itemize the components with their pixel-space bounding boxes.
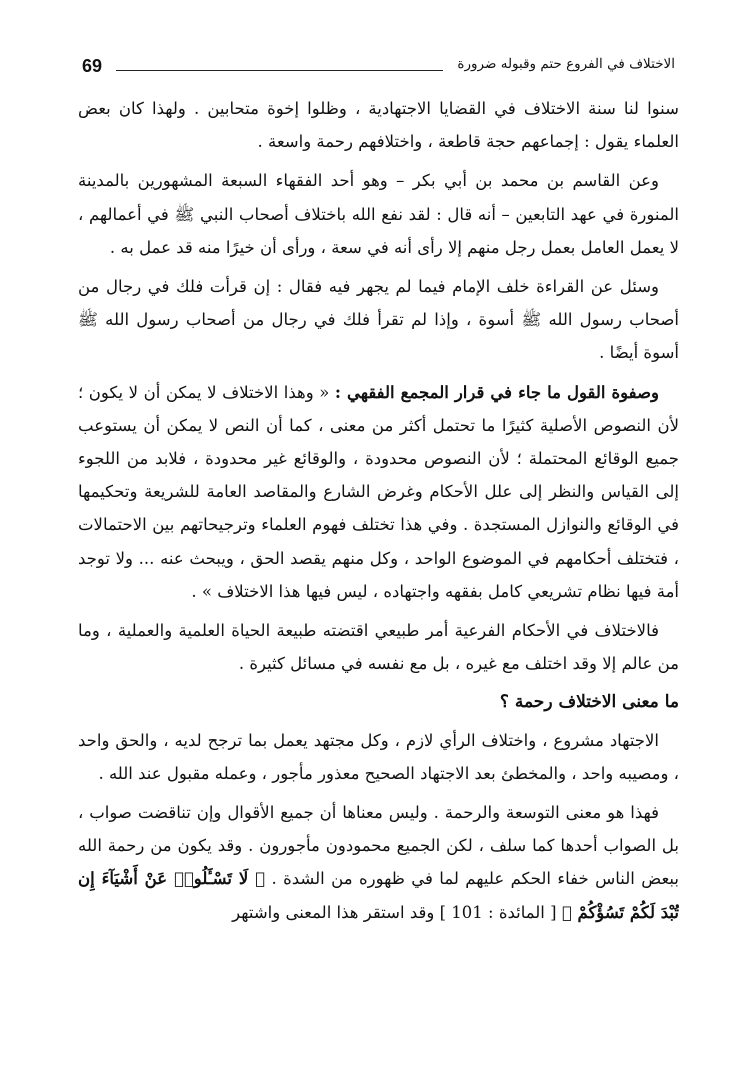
paragraph: فالاختلاف في الأحكام الفرعية أمر طبيعي اقتضته طبيعة الحياة العلمية والعملية ، وما من عالم إلا وقد اختلف مع غيره ، بل مع نفسه في مسائل كثيرة .	[78, 621, 679, 674]
page-header	[82, 54, 675, 84]
paragraph: الاجتهاد مشروع ، واختلاف الرأي لازم ، وكل مجتهد يعمل بما ترجح لديه ، والحق واحد ، ومصيبه واحد ، والمخطئ بعد الاجتهاد الصحيح معذور مأجور ، وعمله مقبول عند الله .	[78, 730, 679, 783]
paragraph	[78, 796, 679, 929]
paragraph: وسئل عن القراءة خلف الإمام فيما لم يجهر فيه فقال : إن قرأت فلك في رجال من أصحاب رسول الله ﷺ أسوة ، وإذا لم تقرأ فلك في رجال من أصحاب رسول الله ﷺ أسوة أيضًا .	[78, 277, 679, 363]
section-heading: ما معنى الاختلاف رحمة ؟	[499, 692, 679, 713]
page-number: 69	[82, 56, 103, 76]
running-title: الاختلاف في الفروع حتم وقبوله ضرورة	[457, 56, 675, 72]
paragraph: وعن القاسم بن محمد بن أبي بكر – وهو أحد الفقهاء السبعة المشهورين بالمدينة المنورة في عهد التابعين – أنه قال : لقد نفع الله باختلاف أصحاب النبي ﷺ في أعمالهم ، لا يعمل العامل بعمل رجل منهم إلا رأى أنه في سعة ، ورأى أن خيرًا منه قد عمل به .	[78, 171, 679, 257]
paragraph-quote: « وهذا الاختلاف لا يمكن أن لا يكون ؛ لأن النصوص الأصلية كثيرًا ما تحتمل أكثر من معنى ، كما أن النص لا يمكن أن يستوعب جميع الوقائع المحتملة ؛ لأن النصوص محدودة ، والوقائع غير محدودة ، فلابد من اللجوء إلى القياس والنظر إلى علل الأحكام وغرض الشارع والمقاصد العامة للشريعة وتحكيمها في الوقائع والنوازل المستجدة . وفي هذا تختلف فهوم العلماء وترجيحاتهم بين الاحتمالات ، فتختلف أحكامهم في الموضوع الواحد ، وكل منهم يقصد الحق ، ويبحث عنه ... ولا توجد أمة فيها نظام تشريعي كامل بفقهه واجتهاده ، ليس فيها هذا الاختلاف » .	[78, 382, 679, 601]
quran-verse: ﴿ لَا تَسْـَٔلُوا۟ عَنْ أَشْيَآءَ إِن تُبْدَ لَكُمْ تَسُؤْكُمْ ﴾	[78, 869, 679, 922]
header-rule	[116, 70, 443, 71]
verse-citation: [ المائدة : 101 ] وقد استقر هذا المعنى واشتهر	[232, 902, 557, 922]
paragraph-lead: وصفوة القول ما جاء في قرار المجمع الفقهي :	[334, 382, 659, 402]
paragraph-text: فهذا هو معنى التوسعة والرحمة . وليس معناها أن جميع الأقوال وإن تناقضت صواب ، بل الصواب أحدها كما سلف ، لكن الجميع محمودون مأجورون . وقد يكون من رحمة الله ببعض الناس خفاء الحكم عليهم لما في ظهوره من الشدة .	[78, 803, 679, 889]
page-body	[78, 92, 679, 1070]
paragraph: سنوا لنا سنة الاختلاف في القضايا الاجتهادية ، وظلوا إخوة متحابين . ولهذا كان بعض العلماء يقول : إجماعهم حجة قاطعة ، واختلافهم رحمة واسعة .	[78, 99, 679, 152]
paragraph	[78, 376, 679, 608]
